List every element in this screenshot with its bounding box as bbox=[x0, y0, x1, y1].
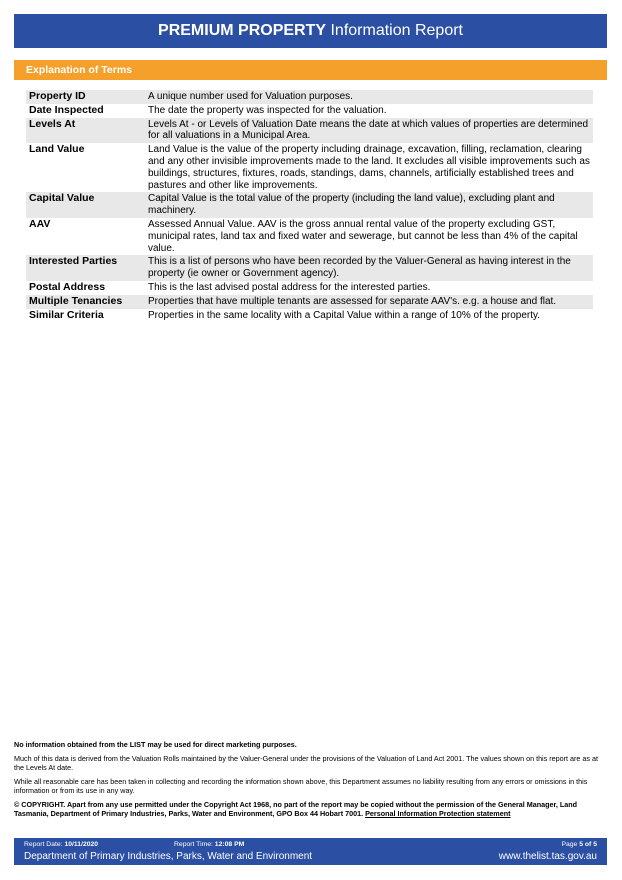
term-definition: This is the last advised postal address for the interested parties. bbox=[148, 281, 431, 293]
page-number bbox=[561, 841, 597, 848]
term-name: Levels At bbox=[29, 117, 76, 130]
page-total: 5 bbox=[593, 841, 597, 848]
valuation-rolls-notice: Much of this data is derived from the Valuation Rolls maintained by the Valuer-General under the provisions of the Valuation of Land Act 2001. The values shown on this report are as at the Levels At date. bbox=[14, 754, 598, 772]
term-row bbox=[26, 295, 593, 309]
footer-main-row bbox=[24, 851, 597, 864]
term-row bbox=[26, 90, 593, 104]
term-definition: The date the property was inspected for the valuation. bbox=[148, 104, 387, 116]
term-name: Similar Criteria bbox=[29, 308, 104, 321]
report-time-value: 12:08 PM bbox=[214, 841, 245, 848]
term-row bbox=[26, 218, 593, 255]
term-name: Interested Parties bbox=[29, 255, 118, 268]
term-definition: A unique number used for Valuation purposes. bbox=[148, 91, 353, 102]
term-row bbox=[26, 309, 593, 323]
term-name: Multiple Tenancies bbox=[29, 294, 123, 307]
report-time-label: Report Time: bbox=[174, 841, 213, 848]
website-link[interactable]: www.thelist.tas.gov.au bbox=[498, 851, 597, 862]
term-name: Date Inspected bbox=[29, 103, 104, 116]
report-time bbox=[174, 841, 244, 848]
term-name: Postal Address bbox=[29, 280, 106, 293]
term-definition: Assessed Annual Value. AAV is the gross annual rental value of the property excluding GST, municipal rates, land tax and fixed water and sewerage, but cannot be less than 4% of the capital value. bbox=[148, 218, 578, 254]
report-title-bold: PREMIUM PROPERTY bbox=[158, 22, 327, 39]
term-definition: Capital Value is the total value of the property (including the land value), excluding plant and machinery. bbox=[148, 193, 555, 217]
section-title: Explanation of Terms bbox=[14, 60, 607, 80]
marketing-notice: No information obtained from the LIST may be used for direct marketing purposes. bbox=[14, 740, 297, 749]
term-name: Capital Value bbox=[29, 192, 95, 205]
copyright-notice bbox=[14, 800, 607, 818]
report-date bbox=[24, 841, 98, 848]
report-header bbox=[14, 14, 607, 48]
term-name: AAV bbox=[29, 217, 51, 230]
term-definition: Land Value is the value of the property including drainage, excavation, filling, reclamation, clearing and any other invisible improvements made to the land. It excludes all visible improvements such as buildings, structures, fixtures, roads, standings, dams, channels, artificially established trees and pastures and other like improvements. bbox=[148, 144, 590, 191]
liability-notice: While all reasonable care has been taken in collecting and recording the information shown above, this Department assumes no liability resulting from any errors or omissions in this information or from its use in any way. bbox=[14, 777, 588, 795]
page-of: of bbox=[583, 841, 594, 848]
terms-table bbox=[26, 90, 593, 322]
privacy-statement-link[interactable]: Personal Information Protection statement bbox=[365, 809, 511, 818]
report-footer bbox=[14, 838, 607, 865]
terms-table-body bbox=[26, 90, 593, 322]
footer-meta-row bbox=[24, 841, 597, 851]
term-definition: This is a list of persons who have been recorded by the Valuer-General as having interest in the property (ie owner or Government agency). bbox=[148, 256, 571, 280]
report-date-value: 10/11/2020 bbox=[64, 841, 99, 848]
department-name: Department of Primary Industries, Parks, Water and Environment bbox=[24, 851, 313, 862]
page-current: 5 bbox=[579, 841, 584, 848]
term-row bbox=[26, 255, 593, 281]
report-date-label: Report Date: bbox=[24, 841, 63, 848]
term-definition: Properties that have multiple tenants are assessed for separate AAV's. e.g. a house and flat. bbox=[148, 295, 557, 307]
copyright-text: © COPYRIGHT. Apart from any use permitted under the Copyright Act 1968, no part of the report may be copied without the permission of the General Manager, Land Tasmania, Department of Primary Industries, Parks, Water and Environment, GPO Box 44 Hobart 7001. bbox=[14, 800, 578, 818]
term-row bbox=[26, 104, 593, 118]
term-row bbox=[26, 143, 593, 192]
term-definition: Levels At - or Levels of Valuation Date means the date at which values of properties are determined for all valuations in a Municipal Area. bbox=[148, 118, 589, 142]
term-name: Land Value bbox=[29, 143, 85, 156]
report-title-rest: Information Report bbox=[326, 22, 463, 39]
term-name: Property ID bbox=[29, 90, 86, 102]
term-row bbox=[26, 192, 593, 218]
term-row bbox=[26, 118, 593, 144]
page-label: Page bbox=[561, 841, 580, 848]
term-row bbox=[26, 281, 593, 295]
term-definition: Properties in the same locality with a Capital Value within a range of 10% of the property. bbox=[148, 309, 541, 321]
disclaimer bbox=[14, 740, 607, 823]
